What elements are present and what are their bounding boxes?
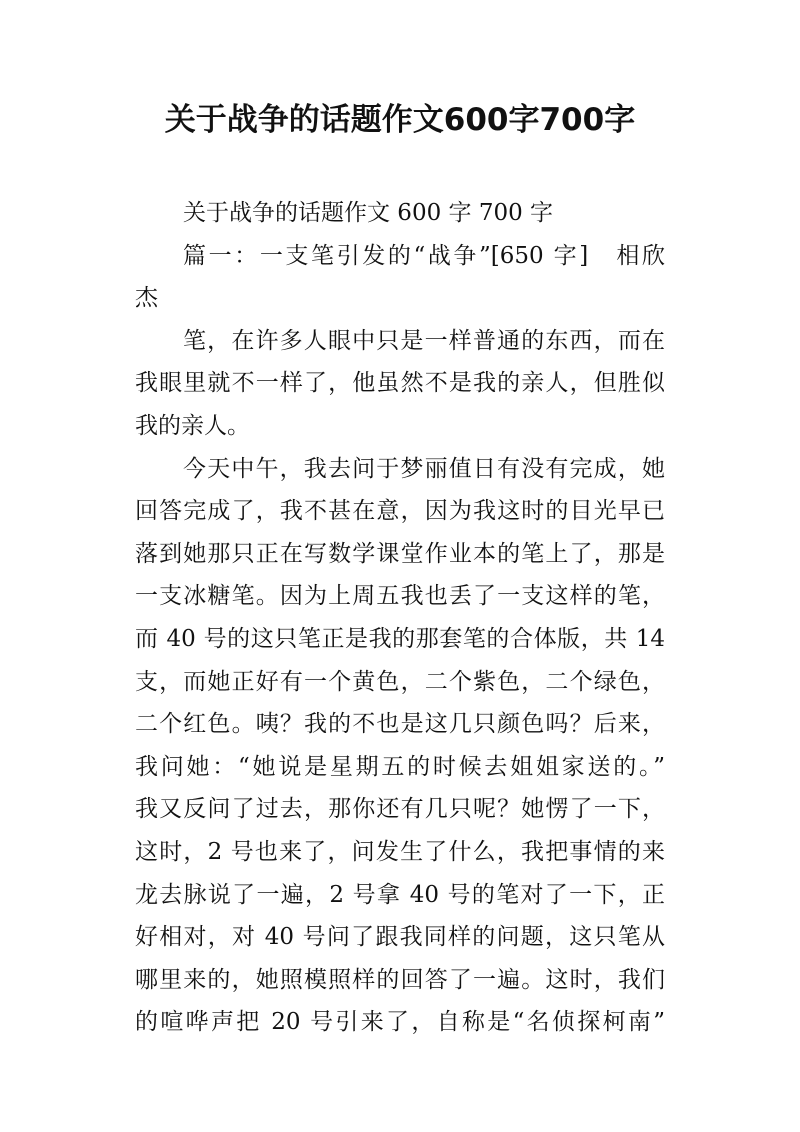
text-line: 我问她：“她说是星期五的时候去姐姐家送的。” [135,753,665,780]
text-line: 我眼里就不一样了，他虽然不是我的亲人，但胜似 [135,370,665,397]
text-line: 回答完成了，我不甚在意，因为我这时的目光早已 [135,498,665,525]
text-line: 我的亲人。 [135,412,250,439]
text-line: 好相对，对 40 号问了跟我同样的问题，这只笔从 [135,924,665,951]
text-line: 今天中午，我去问于梦丽值日有没有完成，她 [183,455,665,482]
document-title: 关于战争的话题作文600字700字 [164,102,636,138]
text-line: 支，而她正好有一个黄色，二个紫色，二个绿色， [135,668,665,695]
text-line: 落到她那只正在写数学课堂作业本的笔上了，那是 [135,540,665,567]
text-line: 笔，在许多人眼中只是一样普通的东西，而在 [183,327,665,354]
text-line: 我又反问了过去，那你还有几只呢？她愣了一下， [135,796,665,823]
text-line: 这时，2 号也来了，问发生了什么，我把事情的来 [135,838,665,865]
text-line: 而 40 号的这只笔正是我的那套笔的合体版，共 14 [135,625,665,652]
text-line: 一支冰糖笔。因为上周五我也丢了一支这样的笔， [135,583,665,610]
text-line: 二个红色。咦？我的不也是这几只颜色吗？后来， [135,711,665,738]
text-line: 篇一：一支笔引发的“战争”[650 字] 相欣 [183,242,665,269]
text-line: 哪里来的，她照模照样的回答了一遍。这时，我们 [135,966,665,993]
document-body [135,192,665,1044]
text-line: 的喧哗声把 20 号引来了，自称是“名侦探柯南” [135,1009,665,1036]
text-line: 龙去脉说了一遍，2 号拿 40 号的笔对了一下，正 [135,881,665,908]
text-line: 关于战争的话题作文 600 字 700 字 [183,200,554,226]
text-line: 杰 [135,285,158,312]
